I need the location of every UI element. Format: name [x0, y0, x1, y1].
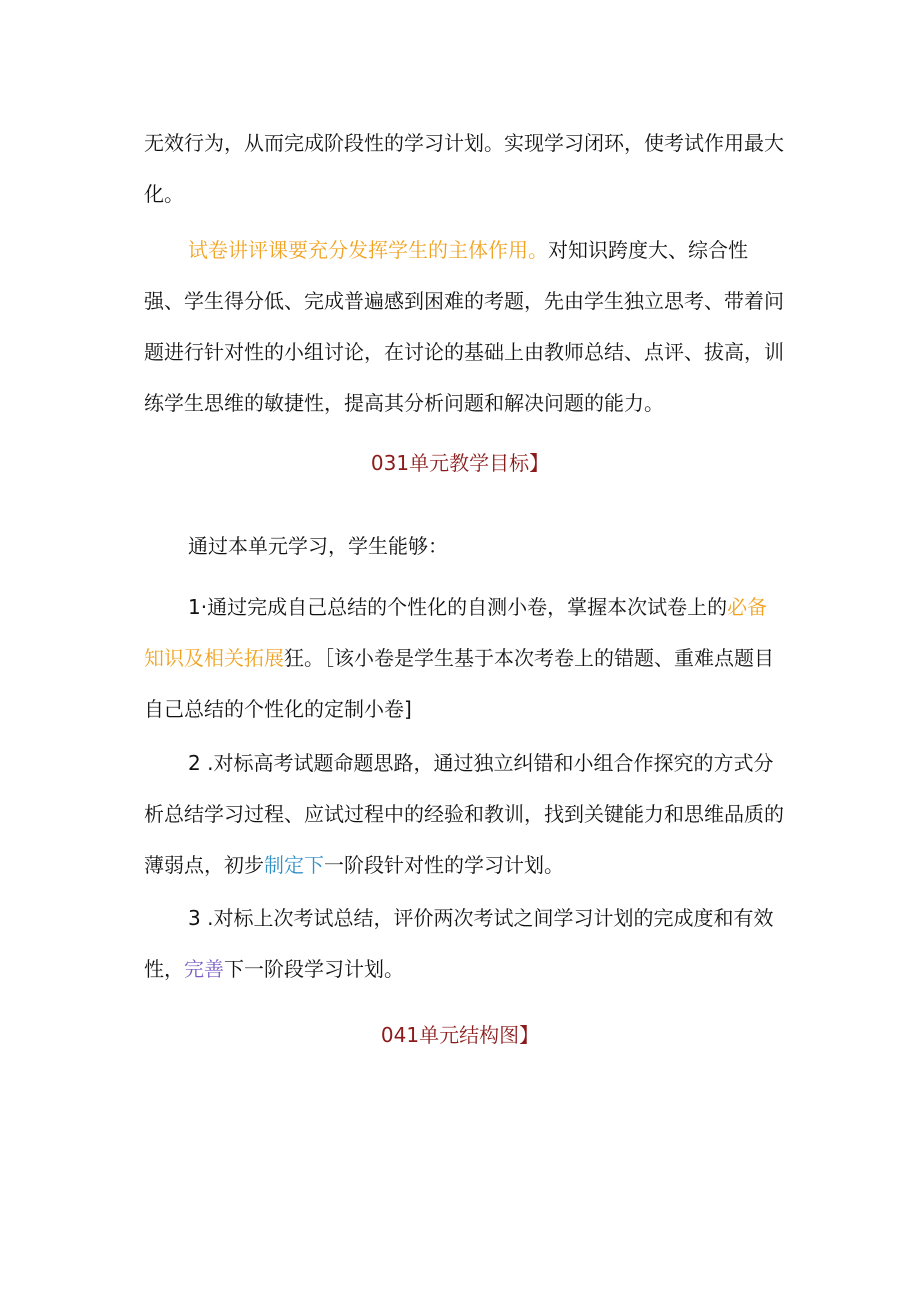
- highlight-knowledge: 必备知识及相关拓展: [144, 595, 768, 670]
- paragraph-review-class: 试卷讲评课要充分发挥学生的主体作用。对知识跨度大、综合性强、学生得分低、完成普遍感到困难的考题，先由学生独立思考、带着问题进行针对性的小组讨论，在讨论的基础上由教师总结、点评、拔高，训练学生思维的敏捷性，提高其分析问题和解决问题的能力。: [144, 238, 784, 415]
- highlight-plan: 制定下: [264, 853, 324, 877]
- goal-item-1: 1·通过完成自己总结的个性化的自测小卷，掌握本次试卷上的必备知识及相关拓展狂。［该小卷是学生基于本次考卷上的错题、重难点题目自己总结的个性化的定制小卷]: [144, 595, 774, 721]
- goals-intro: 通过本单元学习，学生能够：: [188, 534, 448, 558]
- section-heading-unit-structure: 041单元结构图】: [380, 1023, 540, 1047]
- paragraph-continuation: 无效行为，从而完成阶段性的学习计划。实现学习闭环，使考试作用最大化。: [144, 131, 784, 206]
- section-heading-teaching-goals: 031单元教学目标】: [370, 451, 550, 475]
- highlight-improve: 完善: [184, 957, 224, 981]
- goal-item-2: 2 .对标高考试题命题思路，通过独立纠错和小组合作探究的方式分析总结学习过程、应试过程中的经验和教训，找到关键能力和思维品质的薄弱点，初步制定下一阶段针对性的学习计划。: [144, 751, 784, 877]
- highlighted-sentence: 试卷讲评课要充分发挥学生的主体作用。: [188, 238, 548, 262]
- goal-item-3: 3 .对标上次考试总结，评价两次考试之间学习计划的完成度和有效性，完善下一阶段学习计划。: [144, 906, 774, 981]
